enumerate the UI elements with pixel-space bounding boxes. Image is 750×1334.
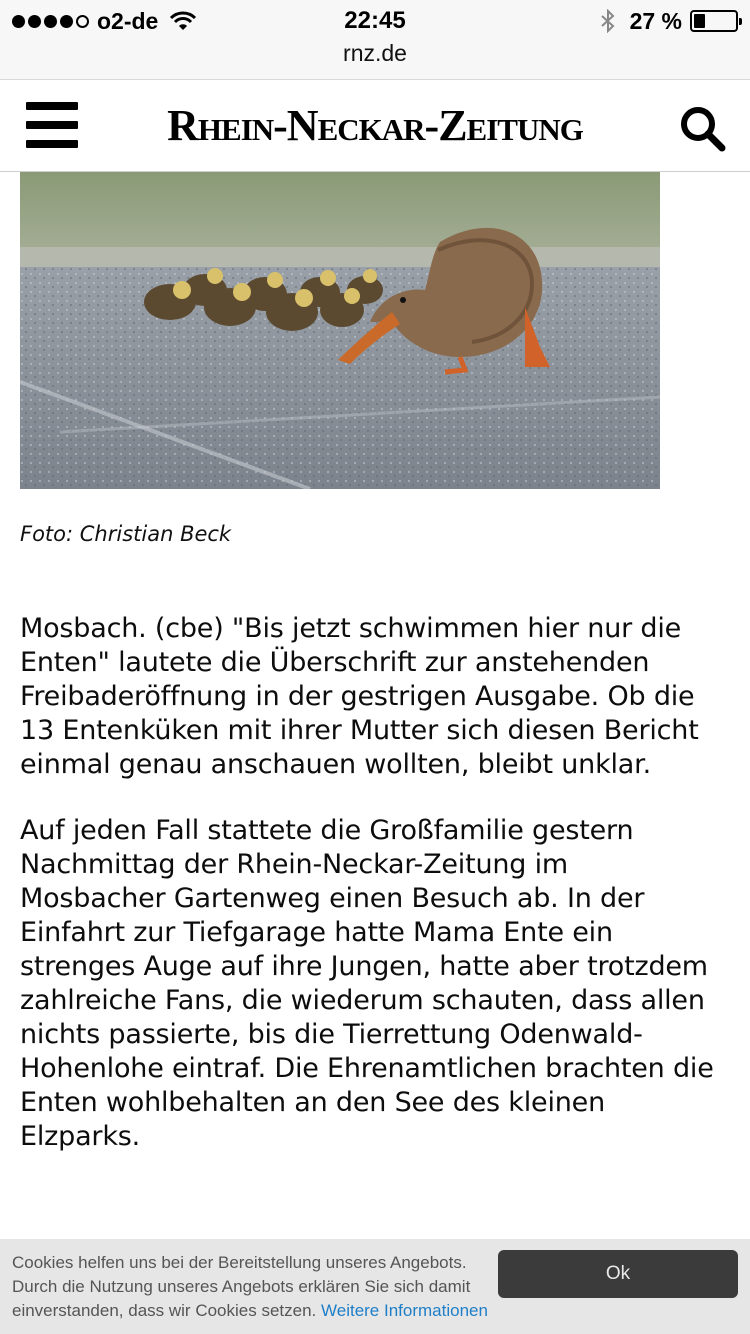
status-time: 22:45	[344, 7, 406, 34]
cookie-ok-button[interactable]: Ok	[498, 1250, 738, 1298]
site-logo[interactable]: Rhein-Neckar-Zeitung	[167, 101, 583, 150]
article-paragraph-2: Auf jeden Fall stattete die Großfamilie gestern Nachmittag der Rhein-Neckar-Zeitung im Mosbacher Gartenweg einen Besuch ab. In der Einfahrt zur Tiefgarage hatte Mama Ente ein strenges Auge auf ihre Jungen, hatte aber trotzdem zahlreiche Fans, die wiederum schauten, dass allen nichts passierte, bis die Tierrettung Odenwald-Hohenlohe eintraf. Die Ehrenamtlichen brachten die Enten wohlbehalten an den See des kleinen Elzparks.	[20, 815, 714, 1152]
hamburger-menu-icon[interactable]	[26, 102, 78, 148]
status-right	[600, 6, 738, 36]
cookie-text-block	[12, 1251, 492, 1323]
site-header	[0, 80, 750, 172]
battery-fill	[694, 14, 705, 28]
photo-caption: Foto: Christian Beck	[20, 522, 232, 546]
bluetooth-icon	[600, 9, 616, 33]
browser-url[interactable]: rnz.de	[343, 40, 407, 66]
carrier-name: o2-de	[97, 7, 159, 34]
cookie-message: Cookies helfen uns bei der Bereitstellung unseres Angebots. Durch die Nutzung unseres Angebots erklären Sie sich damit einverstanden, dass wir Cookies setzen.	[12, 1253, 471, 1320]
battery-icon	[690, 10, 738, 32]
article-paragraph-1: Mosbach. (cbe) "Bis jetzt schwimmen hier nur die Enten" lautete die Überschrift zur anstehenden Freibaderöffnung in der gestrigen Ausgabe. Ob die 13 Entenküken mit ihrer Mutter sich diesen Bericht einmal genau anschauen wollten, bleibt unklar.	[20, 613, 699, 780]
more-info-link[interactable]: Weitere Informationen	[321, 1301, 488, 1320]
duck-with-ducklings-photo	[20, 172, 660, 489]
search-icon[interactable]	[678, 104, 726, 152]
battery-percent: 27 %	[629, 7, 682, 34]
cookie-banner	[0, 1239, 750, 1334]
article-body	[20, 612, 720, 1186]
ios-status-bar	[0, 0, 750, 80]
